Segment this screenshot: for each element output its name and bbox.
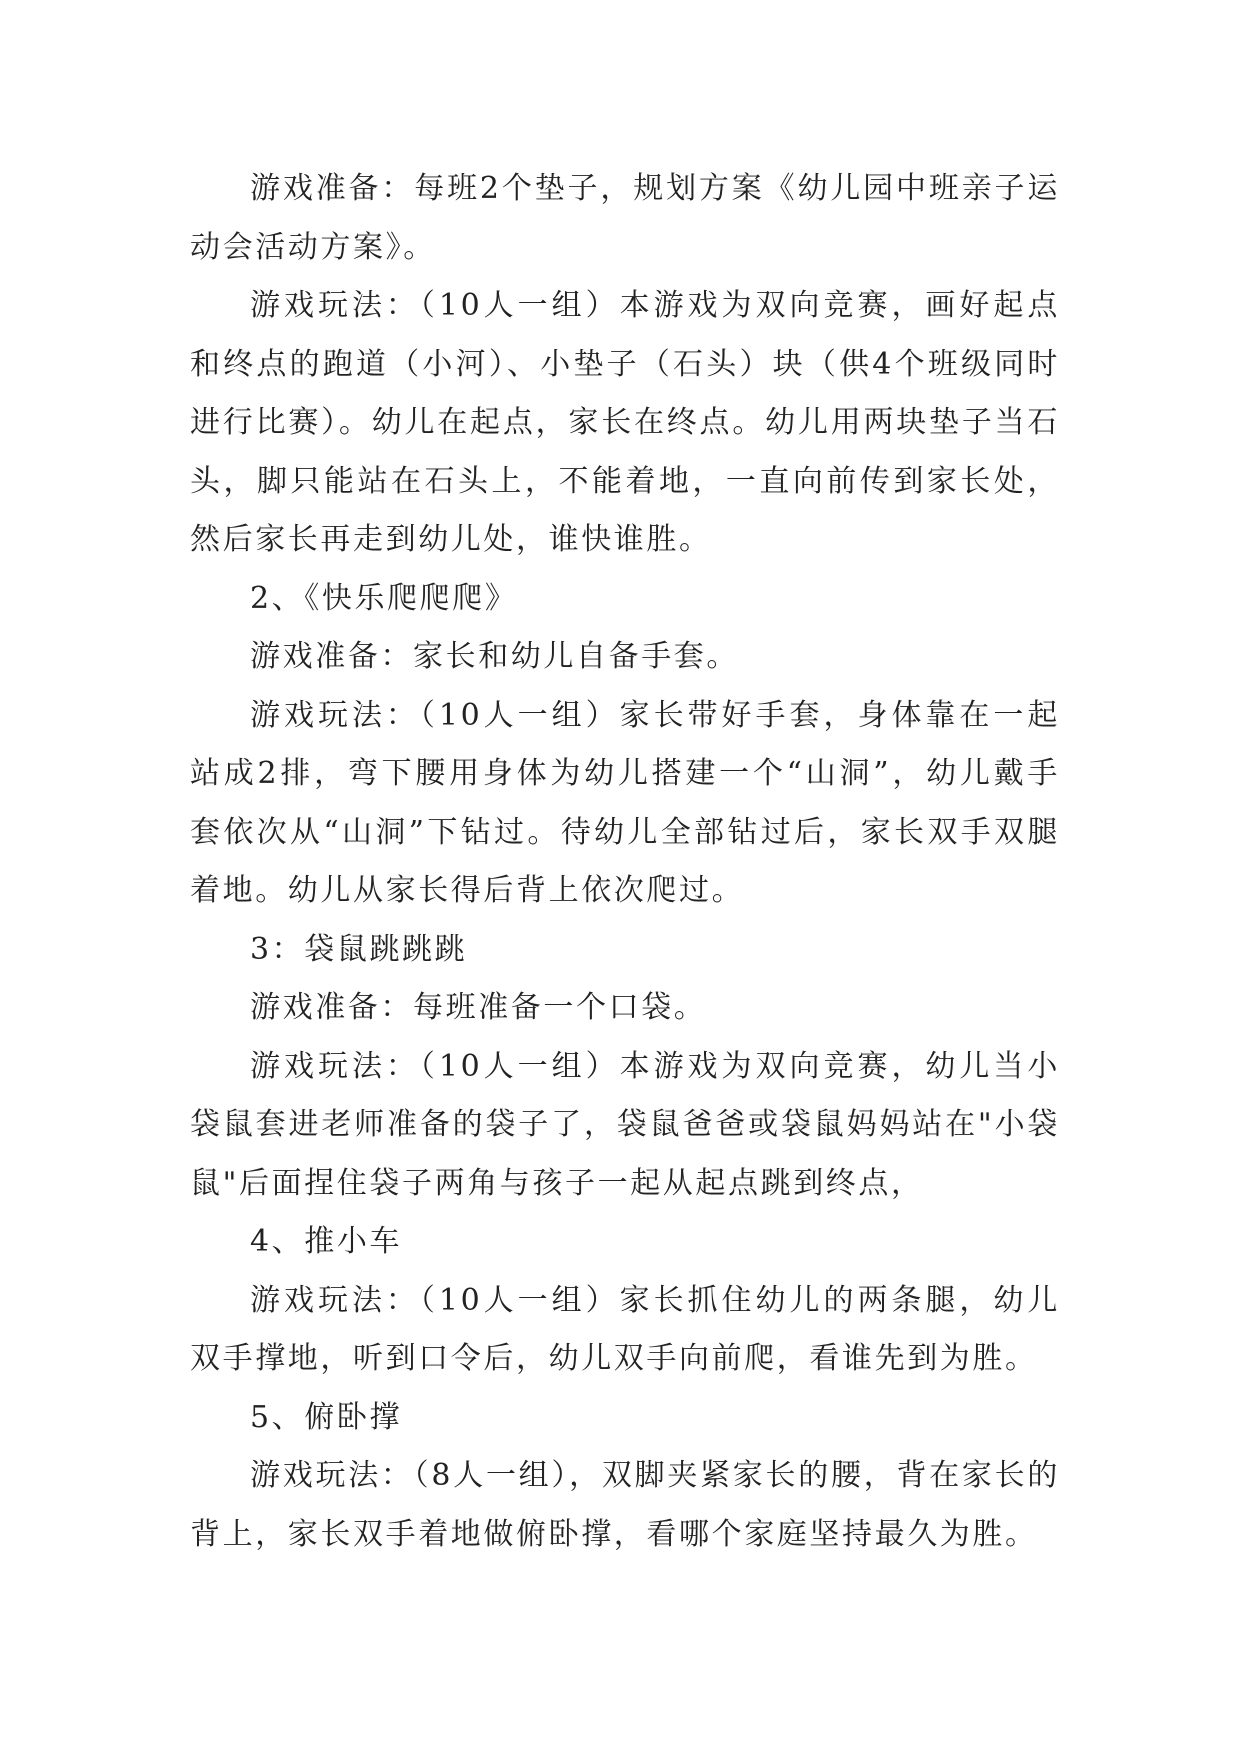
paragraph-game5-rules: 游戏玩法：（8人一组），双脚夹紧家长的腰，背在家长的背上，家长双手着地做俯卧撑，看哪个家庭坚持最久为胜。	[190, 1458, 1060, 1552]
paragraph-game1-preparation: 游戏准备：每班2个垫子，规划方案《幼儿园中班亲子运动会活动方案》。	[190, 171, 1060, 265]
paragraph-game1-rules: 游戏玩法：（10人一组）本游戏为双向竞赛，画好起点和终点的跑道（小河）、小垫子（石头）块（供4个班级同时进行比赛）。幼儿在起点，家长在终点。幼儿用两块垫子当石头，脚只能站在石头上，不能着地，一直向前传到家长处，然后家长再走到幼儿处，谁快谁胜。	[190, 288, 1060, 557]
heading-game3: 3：袋鼠跳跳跳	[250, 931, 468, 967]
heading-game5: 5、俯卧撑	[250, 1399, 403, 1435]
paragraph-game3-rules: 游戏玩法：（10人一组）本游戏为双向竞赛，幼儿当小袋鼠套进老师准备的袋子了，袋鼠爸爸或袋鼠妈妈站在"小袋鼠"后面捏住袋子两角与孩子一起从起点跳到终点，	[190, 1048, 1060, 1201]
heading-game2: 2、《快乐爬爬爬》	[250, 580, 518, 616]
document-body	[190, 160, 1060, 1564]
paragraph-game4-rules: 游戏玩法：（10人一组）家长抓住幼儿的两条腿，幼儿双手撑地，听到口令后，幼儿双手向前爬，看谁先到为胜。	[190, 1282, 1060, 1376]
paragraph-game2-preparation: 游戏准备：家长和幼儿自备手套。	[250, 639, 739, 674]
paragraph-game3-preparation: 游戏准备：每班准备一个口袋。	[250, 990, 707, 1025]
paragraph-game2-rules: 游戏玩法：（10人一组）家长带好手套，身体靠在一起站成2排，弯下腰用身体为幼儿搭建一个“山洞”，幼儿戴手套依次从“山洞”下钻过。待幼儿全部钻过后，家长双手双腿着地。幼儿从家长得后背上依次爬过。	[190, 697, 1060, 908]
heading-game4: 4、推小车	[250, 1224, 403, 1259]
